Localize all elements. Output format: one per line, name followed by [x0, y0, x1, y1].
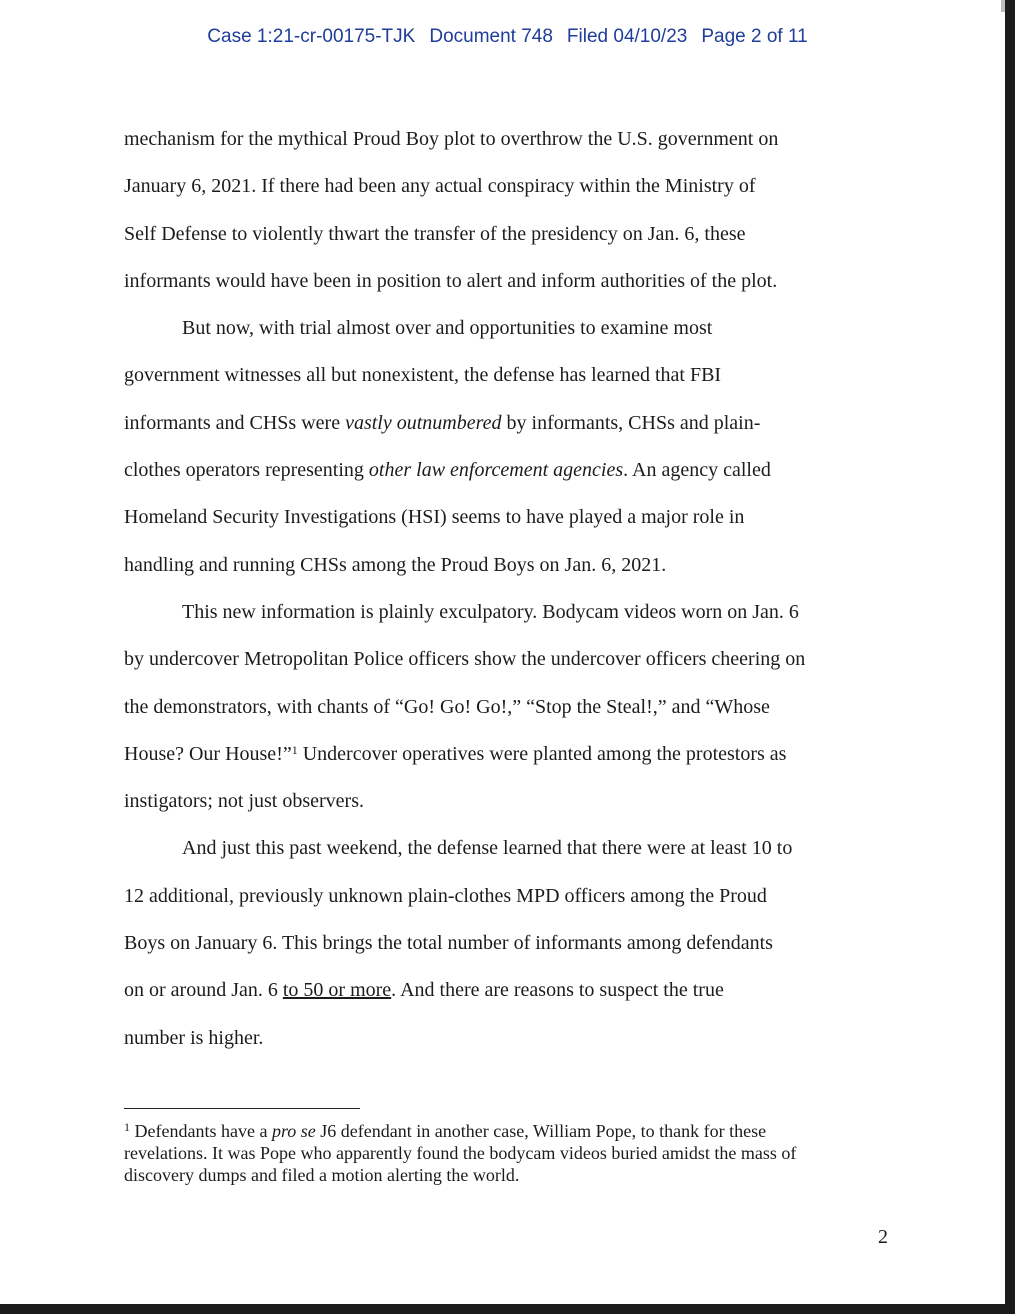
footnote-line — [124, 1120, 884, 1142]
body-line: Boys on January 6. This brings the total number of informants among defendants — [124, 932, 773, 955]
body-line: But now, with trial almost over and opportunities to examine most — [182, 317, 713, 340]
body-line — [124, 447, 894, 494]
text-run: Undercover operatives were planted among the protestors as — [297, 742, 787, 765]
body-line: This new information is plainly exculpatory. Bodycam videos worn on Jan. 6 — [182, 600, 799, 623]
page-number: 2 — [878, 1226, 888, 1248]
text-run: clothes operators representing — [124, 459, 369, 482]
body-line: January 6, 2021. If there had been any actual conspiracy within the Ministry of — [124, 175, 756, 198]
underlined-text: to 50 or more — [282, 979, 392, 1002]
body-line — [124, 967, 894, 1014]
text-run: J6 defendant in another case, William Pope, to thank for these — [315, 1121, 767, 1141]
footnote-reference[interactable]: 1 — [291, 742, 298, 757]
filed-date: Filed 04/10/23 — [566, 26, 688, 47]
body-line: Homeland Security Investigations (HSI) seems to have played a major role in — [124, 506, 745, 529]
body-line: government witnesses all but nonexistent, the defense has learned that FBI — [124, 364, 722, 387]
document-number: Document 748 — [429, 26, 553, 47]
body-line: instigators; not just observers. — [124, 790, 364, 813]
body-line: the demonstrators, with chants of “Go! Go! Go!,” “Stop the Steal!,” and “Whose — [124, 695, 770, 718]
scrollbar[interactable] — [1001, 0, 1005, 12]
footnote-line: revelations. It was Pope who apparently found the bodycam videos buried amidst the mass of — [124, 1143, 797, 1163]
body-line: 12 additional, previously unknown plain-clothes MPD officers among the Proud — [124, 884, 767, 907]
body-line: And just this past weekend, the defense learned that there were at least 10 to — [182, 837, 793, 860]
text-run: informants and CHSs were — [124, 411, 346, 434]
footnote-line: discovery dumps and filed a motion alerting the world. — [124, 1165, 520, 1185]
text-run: by informants, CHSs and plain- — [501, 411, 761, 434]
body-line: mechanism for the mythical Proud Boy plot to overthrow the U.S. government on — [124, 128, 779, 150]
body-line: handling and running CHSs among the Proud Boys on Jan. 6, 2021. — [124, 553, 667, 576]
footnote-divider — [124, 1108, 360, 1109]
body-text — [124, 116, 894, 1062]
italic-text: pro se — [271, 1121, 316, 1141]
footnote — [124, 1120, 884, 1186]
body-line: informants would have been in position to alert and inform authorities of the plot. — [124, 269, 778, 292]
case-header — [0, 26, 1005, 48]
text-run: . An agency called — [623, 459, 771, 482]
italic-text: other law enforcement agencies — [368, 459, 624, 482]
body-line: Self Defense to violently thwart the transfer of the presidency on Jan. 6, these — [124, 222, 746, 245]
italic-text: vastly outnumbered — [345, 411, 502, 434]
text-run: Defendants have a — [130, 1121, 272, 1141]
footnote-marker: 1 — [124, 1120, 130, 1134]
body-line: number is higher. — [124, 1026, 264, 1049]
text-run: House? Our House!” — [124, 742, 292, 765]
body-line — [124, 400, 894, 447]
body-line — [124, 731, 894, 778]
case-number: Case 1:21-cr-00175-TJK — [207, 26, 416, 47]
text-run: . And there are reasons to suspect the true — [391, 979, 724, 1002]
page-indicator: Page 2 of 11 — [701, 26, 808, 47]
text-run: on or around Jan. 6 — [124, 979, 283, 1002]
body-line: by undercover Metropolitan Police officers show the undercover officers cheering on — [124, 648, 806, 671]
